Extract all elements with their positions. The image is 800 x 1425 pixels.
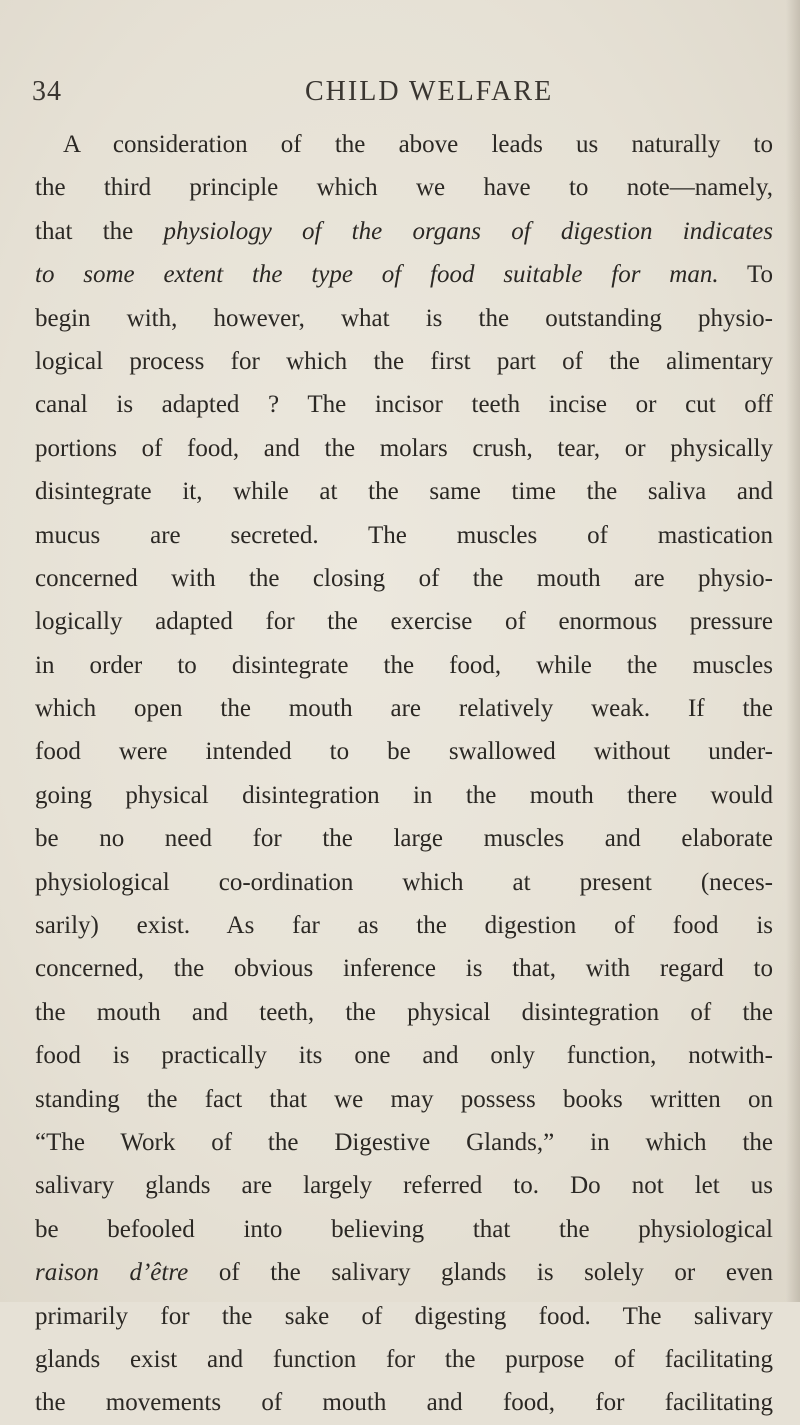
- text-segment: portions of food, and the molars crush, tear, or physically: [35, 434, 773, 462]
- text-segment: sarily) exist. As far as the digestion of food is: [35, 912, 773, 940]
- text-line: [35, 1034, 773, 1077]
- text-line: [35, 1381, 773, 1424]
- page-number: 34: [32, 76, 62, 107]
- text-segment: of the salivary glands is solely or even: [188, 1259, 774, 1287]
- text-line: [35, 557, 773, 600]
- text-segment: logically adapted for the exercise of enormous pressure: [35, 608, 773, 636]
- italic-text-segment: raison d’être: [35, 1259, 189, 1287]
- text-segment: To: [718, 261, 774, 289]
- text-line: [35, 687, 773, 730]
- text-segment: the movements of mouth and food, for facilitating: [35, 1389, 773, 1417]
- text-line: [35, 1121, 773, 1164]
- text-segment: begin with, however, what is the outstanding physio-: [35, 304, 773, 332]
- text-line: [35, 123, 773, 166]
- text-line: [35, 383, 773, 426]
- text-line: [35, 861, 773, 904]
- text-segment: salivary glands are largely referred to. Do not let us: [35, 1172, 773, 1200]
- text-line: [35, 644, 773, 687]
- text-segment: logical process for which the first part of the alimentary: [35, 347, 773, 375]
- running-head: CHILD WELFARE: [305, 76, 554, 107]
- page-edge-shadow: [786, 0, 800, 1302]
- text-segment: that the: [35, 217, 164, 245]
- text-line: [35, 1338, 773, 1381]
- text-segment: the mouth and teeth, the physical disintegration of the: [35, 998, 773, 1026]
- text-segment: mucus are secreted. The muscles of mastication: [35, 521, 773, 549]
- text-segment: A consideration of the above leads us naturally to: [63, 131, 773, 158]
- text-segment: canal is adapted ? The incisor teeth incise or cut off: [35, 391, 773, 419]
- text-line: [35, 991, 773, 1034]
- text-line: [35, 1295, 773, 1338]
- text-segment: “The Work of the Digestive Glands,” in which the: [35, 1128, 773, 1156]
- text-segment: food is practically its one and only function, notwith-: [35, 1042, 773, 1070]
- text-line: [35, 470, 773, 513]
- text-line: [35, 1208, 773, 1251]
- text-segment: the third principle which we have to note—namely,: [35, 174, 773, 202]
- text-line: [35, 817, 773, 860]
- text-segment: glands exist and function for the purpose of facilitating: [35, 1345, 773, 1373]
- text-segment: be befooled into believing that the physiological: [35, 1215, 773, 1243]
- text-line: [35, 427, 773, 470]
- text-line: [35, 297, 773, 340]
- text-segment: be no need for the large muscles and elaborate: [35, 825, 773, 853]
- text-segment: physiological co-ordination which at present (neces-: [35, 868, 773, 896]
- text-segment: concerned with the closing of the mouth are physio-: [35, 564, 773, 592]
- text-segment: food were intended to be swallowed without under-: [35, 738, 773, 766]
- text-line: [35, 774, 773, 817]
- text-line: [35, 947, 773, 990]
- text-line: [35, 253, 773, 296]
- text-line: [35, 730, 773, 773]
- body-paragraph: [35, 123, 773, 1425]
- page-header: [32, 76, 772, 116]
- text-segment: primarily for the sake of digesting food. The salivary: [35, 1302, 773, 1330]
- text-segment: in order to disintegrate the food, while the muscles: [35, 651, 773, 679]
- text-segment: disintegrate it, while at the same time the saliva and: [35, 478, 773, 506]
- italic-text-segment: to some extent the type of food suitable for man.: [35, 261, 719, 289]
- text-line: [35, 340, 773, 383]
- text-segment: concerned, the obvious inference is that, with regard to: [35, 955, 773, 983]
- italic-text-segment: physiology of the organs of digestion indicates: [163, 217, 774, 245]
- text-segment: standing the fact that we may possess books written on: [35, 1085, 773, 1113]
- text-line: [35, 210, 773, 253]
- text-line: [35, 904, 773, 947]
- text-line: [35, 166, 773, 209]
- text-line: [35, 514, 773, 557]
- text-line: [35, 1251, 773, 1294]
- text-line: [35, 1164, 773, 1207]
- text-segment: going physical disintegration in the mouth there would: [35, 781, 773, 809]
- text-line: [35, 1078, 773, 1121]
- text-segment: which open the mouth are relatively weak. If the: [35, 695, 773, 723]
- text-line: [35, 600, 773, 643]
